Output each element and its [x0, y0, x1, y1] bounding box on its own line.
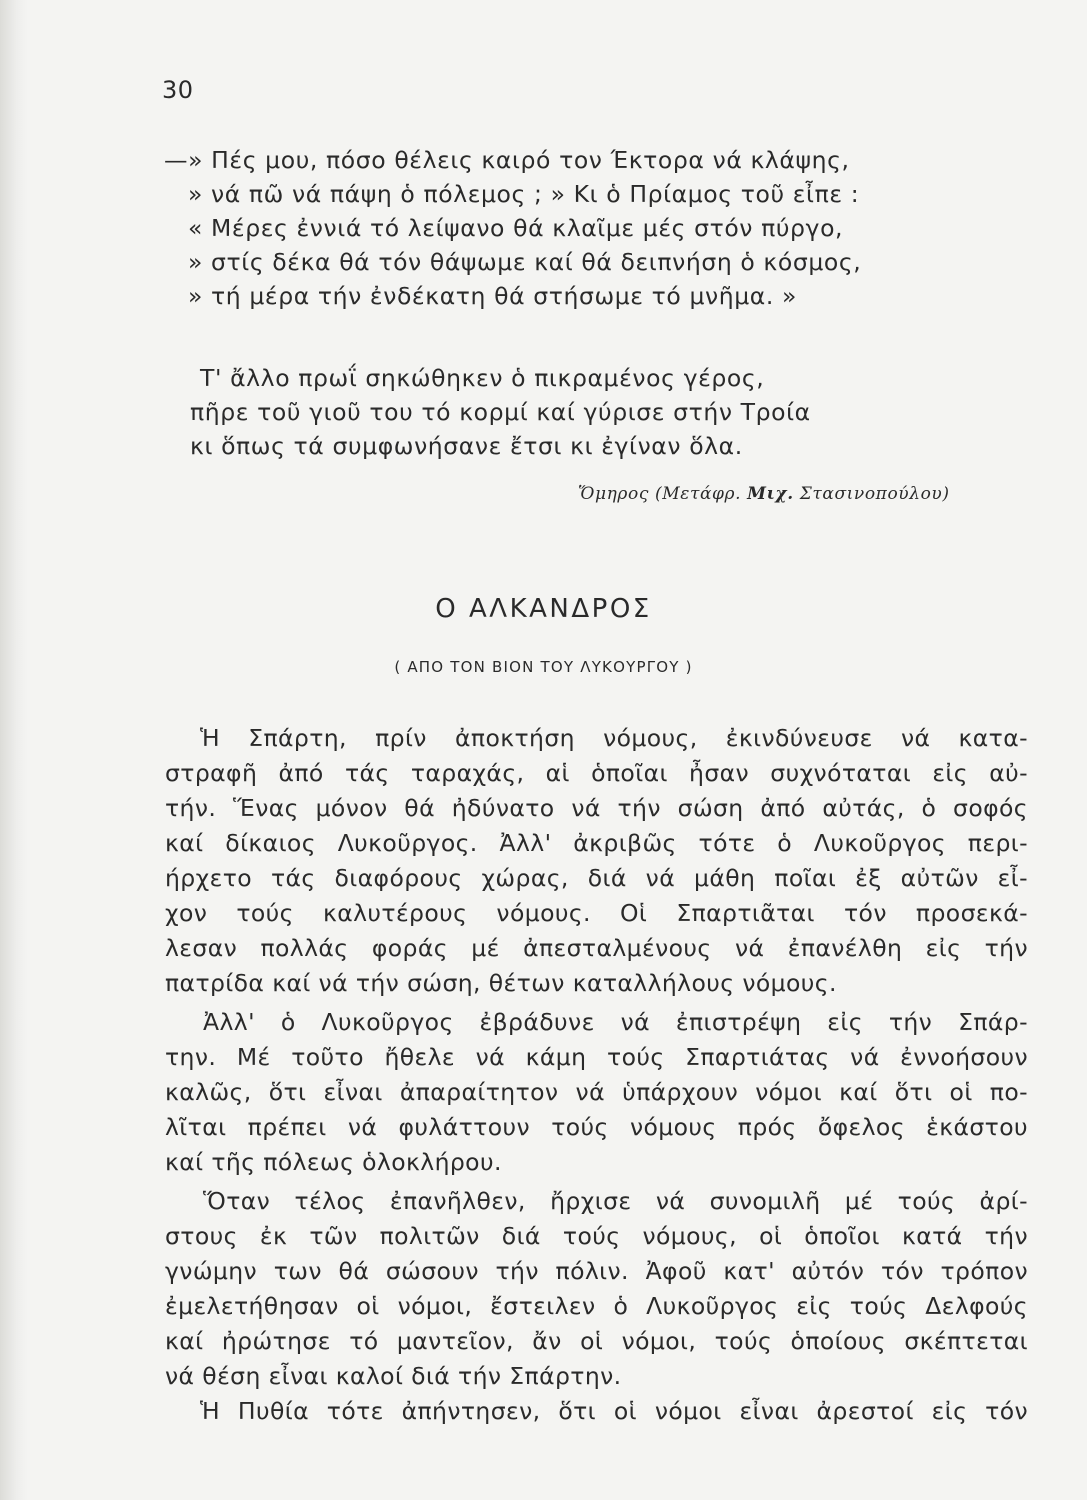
article-line: ἐμελετήθησαν οἱ νόμοι, ἔστειλεν ὁ Λυκοῦργος εἰς τούς Δελφούς: [165, 1292, 1028, 1320]
article-line: στους ἐκ τῶν πολιτῶν διά τούς νόμους, οἱ ὁποῖοι κατά τήν: [165, 1222, 1028, 1250]
poem-line: » τή μέρα τήν ἐνδέκατη θά στήσωμε τό μνῆμα. »: [188, 282, 797, 310]
article-line: καί δίκαιος Λυκοῦργος. Ἀλλ' ἀκριβῶς τότε ὁ Λυκοῦργος περι-: [165, 829, 1028, 857]
article-line: Ὅταν τέλος ἐπανῆλθεν, ἤρχισε νά συνομιλῆ μέ τούς ἀρί-: [203, 1187, 1028, 1215]
article-line: Ἡ Σπάρτη, πρίν ἀποκτήση νόμους, ἐκινδύνευσε νά κατα-: [200, 724, 1028, 752]
article-title: Ο ΑΛΚΑΝΔΡΟΣ: [435, 594, 652, 624]
article-line: λῖται πρέπει νά φυλάττουν τούς νόμους πρός ὄφελος ἑκάστου: [165, 1113, 1028, 1141]
poem-line: « Μέρες ἐννιά τό λείψανο θά κλαῖμε μές στόν πύργο,: [188, 214, 844, 242]
article-line: την. Μέ τοῦτο ἤθελε νά κάμη τούς Σπαρτιάτας νά ἐννοήσουν: [165, 1043, 1028, 1071]
attribution-translator: Μιχ.: [747, 484, 794, 504]
article-line: χον τούς καλυτέρους νόμους. Οἱ Σπαρτιᾶται τόν προσεκά-: [165, 899, 1028, 927]
article-line: ήρχετο τάς διαφόρους χώρας, διά νά μάθη ποῖαι ἐξ αὐτῶν εἶ-: [165, 864, 1028, 892]
article-line: πατρίδα καί νά τήν σώση, θέτων καταλλήλους νόμους.: [165, 969, 837, 997]
poem-line: κι ὅπως τά συμφωνήσανε ἔτσι κι ἐγίναν ὅλα.: [190, 432, 743, 460]
article-line: καί ἠρώτησε τό μαντεῖον, ἄν οἱ νόμοι, τούς ὁποίους σκέπτεται: [165, 1327, 1028, 1355]
article-line: νά θέση εἶναι καλοί διά τήν Σπάρτην.: [165, 1362, 622, 1390]
attribution-author: Ὅμηρος: [578, 484, 649, 504]
page-number: 30: [162, 76, 194, 104]
article-line: γνώμην των θά σώσουν τήν πόλιν. Ἀφοῦ κατ' αὐτόν τόν τρόπον: [165, 1257, 1028, 1285]
poem-line: —» Πές μου, πόσο θέλεις καιρό τον Έκτορα νά κλάψης,: [164, 146, 850, 174]
article-line: τήν. Ἕνας μόνον θά ἠδύνατο νά τήν σώση ἀπό αὐτάς, ὁ σοφός: [165, 794, 1028, 822]
page-edge: [0, 0, 28, 1500]
poem-line: πῆρε τοῦ γιοῦ του τό κορμί καί γύρισε στήν Τροία: [190, 398, 811, 426]
article-subtitle: ( ΑΠΟ ΤΟΝ ΒΙΟΝ ΤΟΥ ΛΥΚΟΥΡΓΟΥ ): [394, 658, 693, 676]
article-line: λεσαν πολλάς φοράς μέ ἀπεσταλμένους νά ἐπανέλθη εἰς τήν: [165, 934, 1028, 962]
article-line: Ἀλλ' ὁ Λυκοῦργος ἐβράδυνε νά ἐπιστρέψη εἰς τήν Σπάρ-: [203, 1008, 1028, 1036]
article-line: καλῶς, ὅτι εἶναι ἀπαραίτητον νά ὑπάρχουν νόμοι καί ὅτι οἱ πο-: [165, 1078, 1028, 1106]
article-line: καί τῆς πόλεως ὁλοκλήρου.: [165, 1148, 502, 1176]
attribution-translator-surname: Στασινοπούλου): [799, 484, 950, 504]
poem-line: Τ' ἄλλο πρωΐ σηκώθηκεν ὁ πικραμένος γέρος,: [200, 364, 765, 392]
poem-line: » στίς δέκα θά τόν θάψωμε καί θά δειπνήση ὁ κόσμος,: [188, 248, 862, 276]
attribution-translation: (Μετάφρ.: [655, 484, 742, 504]
article-line: Ἡ Πυθία τότε ἀπήντησεν, ὅτι οἱ νόμοι εἶναι ἀρεστοί εἰς τόν: [200, 1397, 1028, 1425]
poem-line: » νά πῶ νά πάψη ὁ πόλεμος ; » Κι ὁ Πρίαμος τοῦ εἶπε :: [188, 180, 860, 208]
poem-attribution: [578, 484, 950, 504]
article-line: στραφῆ ἀπό τάς ταραχάς, αἱ ὁποῖαι ἦσαν συχνόταται εἰς αὐ-: [165, 759, 1028, 787]
